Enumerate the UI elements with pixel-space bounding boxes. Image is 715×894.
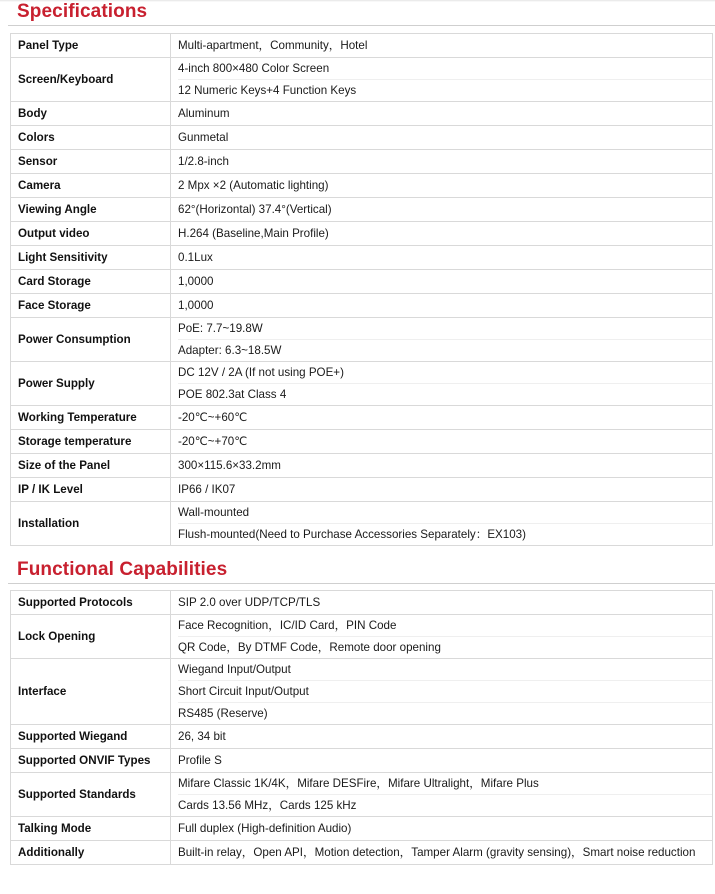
section-title-functional-capabilities: Functional Capabilities bbox=[17, 559, 228, 580]
spec-label: Output video bbox=[11, 222, 171, 246]
functional-table bbox=[10, 590, 713, 865]
spec-value bbox=[171, 659, 713, 725]
spec-value-line: Aluminum bbox=[178, 107, 230, 120]
spec-row bbox=[11, 126, 713, 150]
spec-row bbox=[11, 430, 713, 454]
spec-label: Supported ONVIF Types bbox=[11, 749, 171, 773]
spec-row bbox=[11, 502, 713, 546]
spec-value bbox=[171, 749, 713, 773]
spec-value bbox=[171, 270, 713, 294]
spec-value-line: Full duplex (High-definition Audio) bbox=[178, 822, 352, 835]
spec-row bbox=[11, 362, 713, 406]
spec-row bbox=[11, 615, 713, 659]
specifications-header bbox=[0, 0, 715, 26]
functional-table-body bbox=[11, 591, 713, 865]
spec-value bbox=[171, 34, 713, 58]
spec-value bbox=[171, 817, 713, 841]
spec-value-line: Wall-mounted bbox=[178, 506, 250, 519]
spec-row bbox=[11, 749, 713, 773]
spec-value-line: SIP 2.0 over UDP/TCP/TLS bbox=[178, 596, 321, 609]
spec-value-line: 1,0000 bbox=[178, 275, 214, 288]
spec-row bbox=[11, 773, 713, 817]
spec-value bbox=[171, 246, 713, 270]
spec-label: Light Sensitivity bbox=[11, 246, 171, 270]
spec-label: Power Consumption bbox=[11, 318, 171, 362]
spec-value bbox=[171, 591, 713, 615]
spec-value bbox=[171, 725, 713, 749]
spec-label: Size of the Panel bbox=[11, 454, 171, 478]
spec-value-line: POE 802.3at Class 4 bbox=[178, 383, 712, 405]
spec-value-line: -20℃~+60℃ bbox=[178, 411, 248, 424]
spec-value-line: Flush-mounted(Need to Purchase Accessories Separately：EX103) bbox=[178, 523, 712, 545]
spec-value-line: Built-in relay，Open API，Motion detection，Tamper Alarm (gravity sensing)，Smart noise reduction bbox=[178, 846, 696, 859]
spec-value-line: 4-inch 800×480 Color Screen bbox=[178, 62, 330, 75]
spec-row bbox=[11, 318, 713, 362]
spec-label: Installation bbox=[11, 502, 171, 546]
spec-value bbox=[171, 430, 713, 454]
spec-label: Screen/Keyboard bbox=[11, 58, 171, 102]
spec-value bbox=[171, 773, 713, 817]
spec-label: Face Storage bbox=[11, 294, 171, 318]
spec-value-line: IP66 / IK07 bbox=[178, 483, 236, 496]
spec-value bbox=[171, 502, 713, 546]
spec-label: Additionally bbox=[11, 841, 171, 865]
spec-row bbox=[11, 454, 713, 478]
spec-value-line: 2 Mpx ×2 (Automatic lighting) bbox=[178, 179, 329, 192]
spec-row bbox=[11, 406, 713, 430]
spec-label: Panel Type bbox=[11, 34, 171, 58]
spec-value-line: Cards 13.56 MHz，Cards 125 kHz bbox=[178, 794, 712, 816]
spec-row bbox=[11, 725, 713, 749]
spec-value bbox=[171, 318, 713, 362]
section-divider bbox=[8, 25, 715, 26]
spec-value-line: Adapter: 6.3~18.5W bbox=[178, 339, 712, 361]
spec-value-line: Short Circuit Input/Output bbox=[178, 680, 712, 702]
spec-row bbox=[11, 841, 713, 865]
spec-value bbox=[171, 841, 713, 865]
spec-value bbox=[171, 454, 713, 478]
spec-value-line: Multi-apartment，Community，Hotel bbox=[178, 39, 368, 52]
spec-value-line: H.264 (Baseline,Main Profile) bbox=[178, 227, 329, 240]
spec-label: Camera bbox=[11, 174, 171, 198]
spec-value-line: 1,0000 bbox=[178, 299, 214, 312]
spec-value-line: 300×115.6×33.2mm bbox=[178, 459, 281, 472]
spec-value-line: 26, 34 bit bbox=[178, 730, 226, 743]
spec-row bbox=[11, 294, 713, 318]
spec-label: Card Storage bbox=[11, 270, 171, 294]
spec-value-line: Profile S bbox=[178, 754, 222, 767]
spec-value bbox=[171, 102, 713, 126]
spec-value-line: Gunmetal bbox=[178, 131, 229, 144]
spec-label: Interface bbox=[11, 659, 171, 725]
spec-label: IP / IK Level bbox=[11, 478, 171, 502]
spec-row bbox=[11, 150, 713, 174]
spec-value bbox=[171, 174, 713, 198]
spec-label: Supported Standards bbox=[11, 773, 171, 817]
spec-value bbox=[171, 150, 713, 174]
spec-row bbox=[11, 659, 713, 725]
spec-value-line: 12 Numeric Keys+4 Function Keys bbox=[178, 79, 712, 101]
spec-label: Colors bbox=[11, 126, 171, 150]
spec-row bbox=[11, 478, 713, 502]
spec-value bbox=[171, 58, 713, 102]
spec-value bbox=[171, 198, 713, 222]
spec-row bbox=[11, 817, 713, 841]
spec-value-line: Mifare Classic 1K/4K，Mifare DESFire，Mifare Ultralight，Mifare Plus bbox=[178, 777, 539, 790]
spec-label: Storage temperature bbox=[11, 430, 171, 454]
spec-label: Supported Wiegand bbox=[11, 725, 171, 749]
spec-label: Talking Mode bbox=[11, 817, 171, 841]
spec-value-line: RS485 (Reserve) bbox=[178, 702, 712, 724]
spec-value bbox=[171, 478, 713, 502]
spec-row bbox=[11, 222, 713, 246]
spec-label: Supported Protocols bbox=[11, 591, 171, 615]
spec-row bbox=[11, 246, 713, 270]
spec-label: Working Temperature bbox=[11, 406, 171, 430]
spec-value-line: 1/2.8-inch bbox=[178, 155, 229, 168]
spec-row bbox=[11, 591, 713, 615]
spec-value-line: 0.1Lux bbox=[178, 251, 213, 264]
spec-value-line: Face Recognition，IC/ID Card，PIN Code bbox=[178, 619, 397, 632]
spec-row bbox=[11, 198, 713, 222]
spec-value-line: PoE: 7.7~19.8W bbox=[178, 322, 263, 335]
functional-header bbox=[0, 556, 715, 584]
section-divider bbox=[8, 583, 715, 584]
spec-value-line: -20℃~+70℃ bbox=[178, 435, 248, 448]
spec-label: Lock Opening bbox=[11, 615, 171, 659]
spec-value bbox=[171, 362, 713, 406]
spec-label: Body bbox=[11, 102, 171, 126]
spec-row bbox=[11, 34, 713, 58]
spec-label: Viewing Angle bbox=[11, 198, 171, 222]
spec-value bbox=[171, 615, 713, 659]
spec-value bbox=[171, 126, 713, 150]
section-title-specifications: Specifications bbox=[17, 1, 148, 22]
spec-row bbox=[11, 58, 713, 102]
spec-row bbox=[11, 102, 713, 126]
spec-label: Sensor bbox=[11, 150, 171, 174]
spec-value-line: QR Code，By DTMF Code，Remote door opening bbox=[178, 636, 712, 658]
spec-label: Power Supply bbox=[11, 362, 171, 406]
spec-value bbox=[171, 294, 713, 318]
spec-value bbox=[171, 406, 713, 430]
spec-value-line: Wiegand Input/Output bbox=[178, 663, 291, 676]
spec-row bbox=[11, 270, 713, 294]
specifications-table bbox=[10, 33, 713, 546]
spec-value bbox=[171, 222, 713, 246]
spec-value-line: 62°(Horizontal) 37.4°(Vertical) bbox=[178, 203, 332, 216]
spec-row bbox=[11, 174, 713, 198]
spec-value-line: DC 12V / 2A (If not using POE+) bbox=[178, 366, 344, 379]
specifications-table-body bbox=[11, 34, 713, 546]
